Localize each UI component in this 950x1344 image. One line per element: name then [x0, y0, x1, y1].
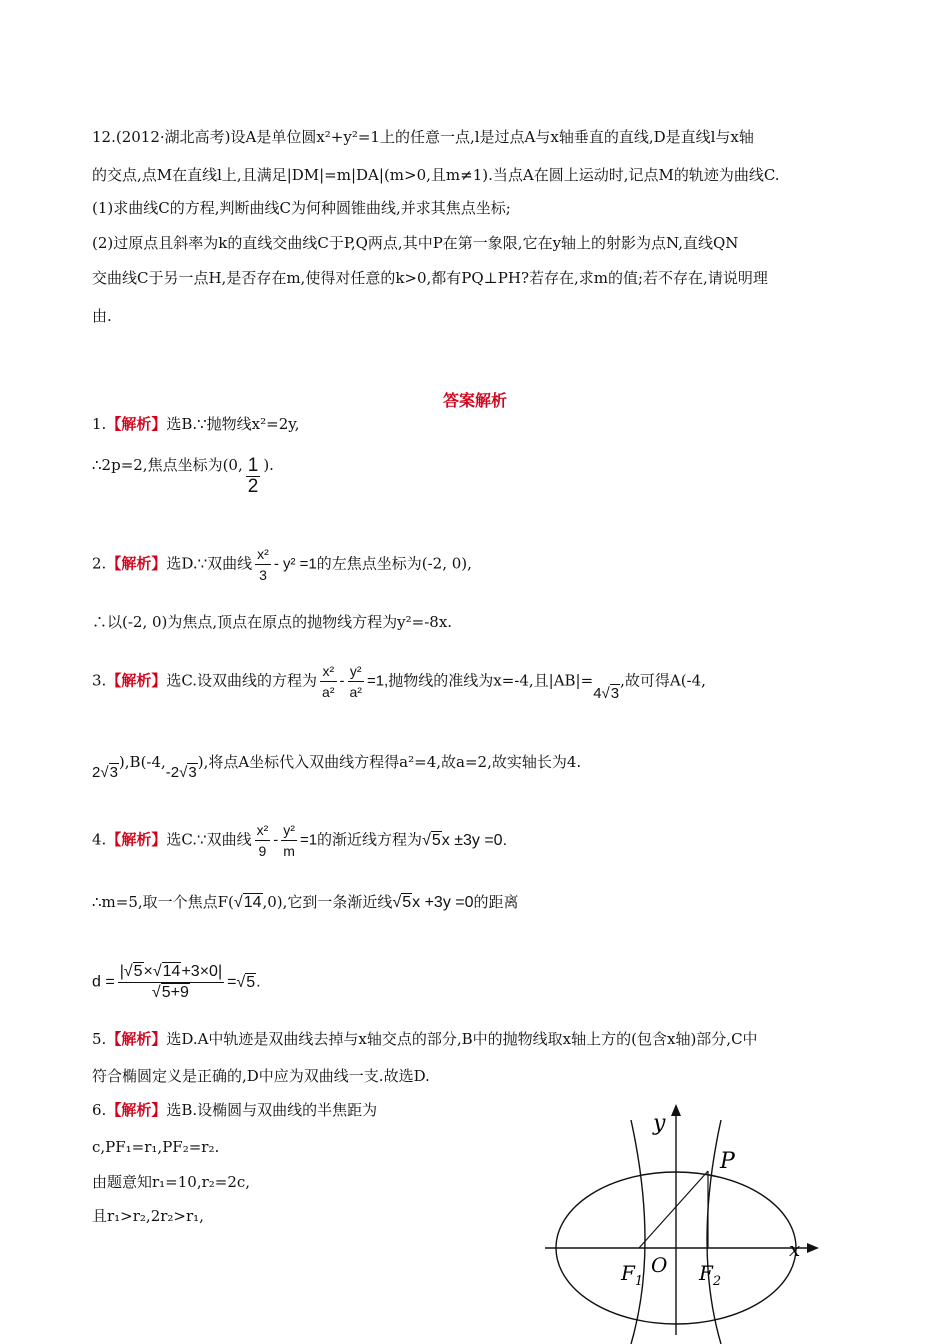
- problem12-line3: (1)求曲线C的方程,判断曲线C为何种圆锥曲线,并求其焦点坐标;: [92, 199, 511, 217]
- answer-text: 选C.∵双曲线: [166, 830, 252, 849]
- answer-text: 的渐近线方程为: [317, 830, 423, 849]
- answers-title: 答案解析: [442, 391, 507, 410]
- answer-2-line2: ∴以(-2, 0)为焦点,顶点在原点的抛物线方程为y²=-8x.: [92, 613, 453, 631]
- fraction-y2-over-a2: $\frac{\text{y²}}{\text{a²}}$: [349, 663, 362, 700]
- problem12-line6: 由.: [92, 307, 112, 325]
- answer-6-line4: 且r₁>r₂,2r₂>r₁,: [92, 1207, 204, 1225]
- answer-number: 3.: [92, 671, 107, 690]
- label-f2: $F_2$: [699, 1261, 722, 1289]
- answer-text: ,故可得A(-4,: [620, 671, 706, 690]
- answer-text: ).: [263, 456, 274, 474]
- y-axis-arrow-icon: [671, 1104, 681, 1116]
- analysis-tag: 【解析】: [106, 554, 167, 573]
- fraction-y2-over-m: $\frac{\text{y²}}{m}$: [283, 822, 295, 859]
- problem12-line5: 交曲线C于另一点H,是否存在m,使得对任意的k>0,都有PQ⊥PH?若存在,求m的值;若不存在,请说明理: [92, 269, 768, 287]
- answer-6-line1: [92, 1100, 377, 1120]
- sqrt-term: 4√3: [593, 684, 620, 702]
- analysis-tag: 【解析】: [106, 830, 167, 849]
- answer-text: 选B.∵抛物线x²=2y,: [166, 415, 300, 433]
- segment-pf1: [639, 1171, 708, 1248]
- answer-4-line2: [92, 892, 519, 913]
- ellipse-hyperbola-figure: [535, 1100, 835, 1344]
- answer-1-line2: [92, 455, 274, 497]
- equation-term: =1,: [366, 672, 389, 690]
- analysis-tag: 【解析】: [106, 1101, 167, 1119]
- fraction-x2-over-a2: $\frac{\text{x²}}{\text{a²}}$: [322, 663, 335, 700]
- label-y: y: [653, 1111, 666, 1136]
- minus-sign: -: [339, 672, 345, 690]
- analysis-tag: 【解析】: [106, 671, 167, 690]
- answer-5-line1: [92, 1029, 758, 1049]
- answer-text: ,0),它到一条渐近线: [262, 893, 393, 911]
- label-x: x: [789, 1237, 801, 1261]
- equation-term: =1: [299, 831, 318, 849]
- answer-3-line2: [92, 752, 582, 781]
- equation-term: - y² =1: [273, 555, 317, 573]
- fraction-x2-over-3: $\frac{\text{x²}}{3}$: [257, 546, 269, 583]
- answer-1-line1: [92, 414, 300, 434]
- answer-text: 选B.设椭圆与双曲线的半焦距为: [166, 1101, 378, 1119]
- analysis-tag: 【解析】: [106, 1030, 167, 1048]
- analysis-tag: 【解析】: [106, 415, 167, 433]
- problem12-line1: 12.(2012·湖北高考)设A是单位圆x²+y²=1上的任意一点,l是过点A与x轴垂直的直线,D是直线l与x轴: [92, 128, 754, 146]
- answer-3-line1: [92, 661, 706, 702]
- fraction-one-half: $\frac{1}{2}$: [247, 455, 259, 497]
- answer-5-line2: 符合椭圆定义是正确的,D中应为双曲线一支.故选D.: [92, 1067, 430, 1085]
- answer-text: 的距离: [473, 893, 519, 911]
- answer-text: ),将点A坐标代入双曲线方程得a²=4,故a=2,故实轴长为4.: [197, 753, 582, 771]
- distance-fraction: $\frac{|√5\times√14+3\times 0|}{√5+9}$: [119, 963, 223, 1001]
- sqrt-term: 2√3: [92, 764, 118, 781]
- answer-text: ∴2p=2,焦点坐标为(0,: [92, 456, 243, 474]
- answer-6-line2: c,PF₁=r₁,PF₂=r₂.: [92, 1138, 220, 1156]
- answer-text: 抛物线的准线为x=-4,且|AB|=: [388, 671, 594, 690]
- x-axis-arrow-icon: [807, 1243, 819, 1253]
- problem12-line4: (2)过原点且斜率为k的直线交曲线C于P,Q两点,其中P在第一象限,它在y轴上的射影为点N,直线QN: [92, 234, 739, 252]
- hyperbola-right-branch: [707, 1120, 721, 1344]
- minus-sign: -: [273, 831, 279, 849]
- answer-number: 6.: [92, 1101, 107, 1119]
- sqrt-term: -2√3: [165, 764, 197, 781]
- distance-formula: d = $\frac{|√5\times√14+3\times 0|}{√5+9}$ =√5.: [92, 963, 261, 1001]
- answer-2-line1: [92, 544, 472, 585]
- answer-text: 选D.∵双曲线: [166, 554, 253, 573]
- label-p: P: [720, 1149, 735, 1174]
- answer-text: 选D.A中轨迹是双曲线去掉与x轴交点的部分,B中的抛物线取x轴上方的(包含x轴)部分,C中: [166, 1030, 758, 1048]
- hyperbola-left-branch: [631, 1120, 645, 1344]
- label-o: O: [651, 1253, 668, 1277]
- answer-text: ),B(-4,: [118, 753, 166, 771]
- problem12-line2: 的交点,点M在直线l上,且满足|DM|=m|DA|(m>0,且m≠1).当点A在圆上运动时,记点M的轨迹为曲线C.: [92, 166, 780, 184]
- answer-4-line1: [92, 820, 507, 861]
- answer-text: ∴m=5,取一个焦点F(: [92, 893, 234, 911]
- answer-text: 的左焦点坐标为(-2, 0),: [316, 554, 472, 573]
- answer-number: 4.: [92, 830, 107, 849]
- answer-text: 选C.设双曲线的方程为: [166, 671, 318, 690]
- answer-6-line3: 由题意知r₁=10,r₂=2c,: [92, 1173, 251, 1191]
- fraction-x2-over-9: $\frac{\text{x²}}{9}$: [256, 822, 269, 859]
- answer-number: 2.: [92, 554, 107, 573]
- asymptote-equation: √5x ±3y =0.: [422, 831, 508, 849]
- asymptote-equation: √5x +3y =0: [392, 894, 474, 911]
- answer-number: 1.: [92, 415, 107, 433]
- label-f1: $F_1$: [621, 1261, 644, 1289]
- sqrt-term: √14: [233, 894, 262, 911]
- answer-number: 5.: [92, 1030, 107, 1048]
